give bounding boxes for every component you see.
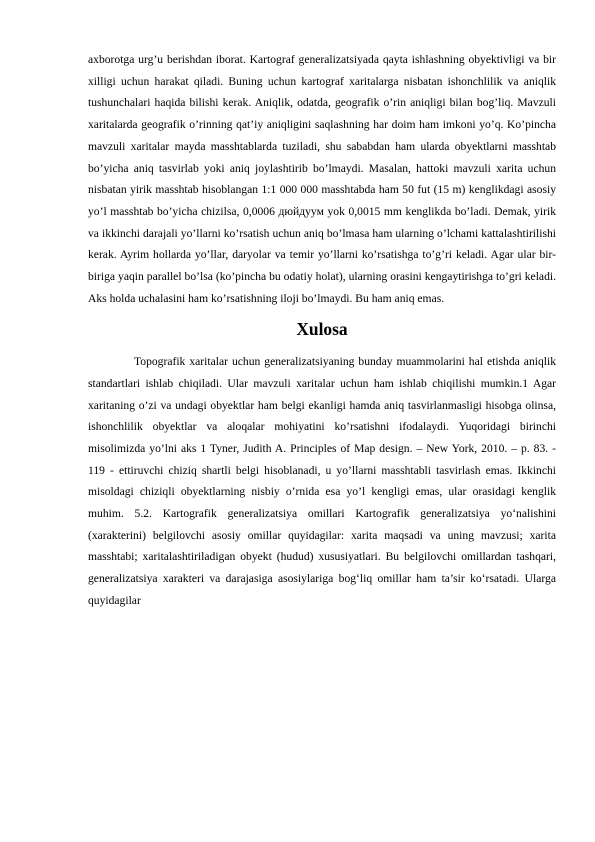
document-page <box>88 49 556 612</box>
paragraph-intro: axborotga urg’u berishdan iborat. Kartograf generalizatsiyada qayta ishlashning obyektivligi va bir xilligi uchun harakat qiladi. Buning uchun kartograf xaritalarga nisbatan ishonchlilik va aniqlik tushunchalari haqida bilishi kerak. Aniqlik, odatda, geografik o’rin aniqligi bilan bog’liq. Mavzuli xaritalarda geografik o’rinning qat’iy aniqligini saqlashning har doim ham imkoni yo’q. Ko’pincha mavzuli xaritalar mayda masshtablarda tuziladi, shu sababdan ham ularda obyektlarni masshtab bo’yicha aniq tasvirlab yoki aniq joylashtirib bo’lmaydi. Masalan, hattoki mavzuli xarita uchun nisbatan yirik masshtab hisoblangan 1:1 000 000 masshtabda ham 50 fut (15 m) kenglikdagi asosiy yo’l masshtab bo’yicha chizilsa, 0,0006 дюйдуум yok 0,0015 mm kenglikda bo’ladi. Demak, yirik va ikkinchi darajali yo’llarni ko’rsatish uchun aniq bo’lmasa ham ularning o’lchami kattalashtirilishi kerak. Ayrim hollarda yo’llar, daryolar va temir yo’llarni ko’rsatishga to’g’ri keladi. Agar ular bir-biriga yaqin parallel bo’lsa (ko’pincha bu odatiy holat), ularning orasini kengaytirishga to’gri keladi. Aks holda uchalasini ham ko’rsatishning iloji bo’lmaydi. Bu ham aniq emas. <box>88 53 556 305</box>
section-heading-conclusion: Xulosa <box>296 319 348 340</box>
paragraph-conclusion: Topografik xaritalar uchun generalizatsiyaning bunday muammolarini hal etishda aniqlik standartlari ishlab chiqiladi. Ular mavzuli xaritalar uchun ham ishlab chiqilishi mumkin.1 Agar xaritaning o’zi va undagi obyektlar ham belgi ekanligi hamda aniq tasvirlanmasligi hisobga olinsa, ishonchlilik obyektlar va aloqalar mohiyatini ko’rsatishni ifodalaydi. Yuqoridagi birinchi misolimizda yo’lni aks 1 Tyner, Judith A. Principles of Map design. – New York, 2010. – p. 83. - 119 - ettiruvchi chiziq shartli belgi hisoblanadi, u yo’llarni masshtabli tasvirlash emas. Ikkinchi misoldagi chiziqli obyektlarning nisbiy o’rnida esa yo’l kengligi emas, ular orasidagi kenglik muhim. 5.2. Kartografik generalizatsiya omillari Kartografik generalizatsiya yo‘nalishini (xarakterini) belgilovchi asosiy omillar quyidagilar: xarita maqsadi va uning mavzusi; xarita masshtabi; xaritalashtiriladigan obyekt (hudud) xususiyatlari. Bu belgilovchi omillardan tashqari, generalizatsiya xarakteri va darajasiga asosiylariga bog‘liq omillar ham ta’sir ko‘rsatadi. Ularga quyidagilar <box>88 355 556 607</box>
